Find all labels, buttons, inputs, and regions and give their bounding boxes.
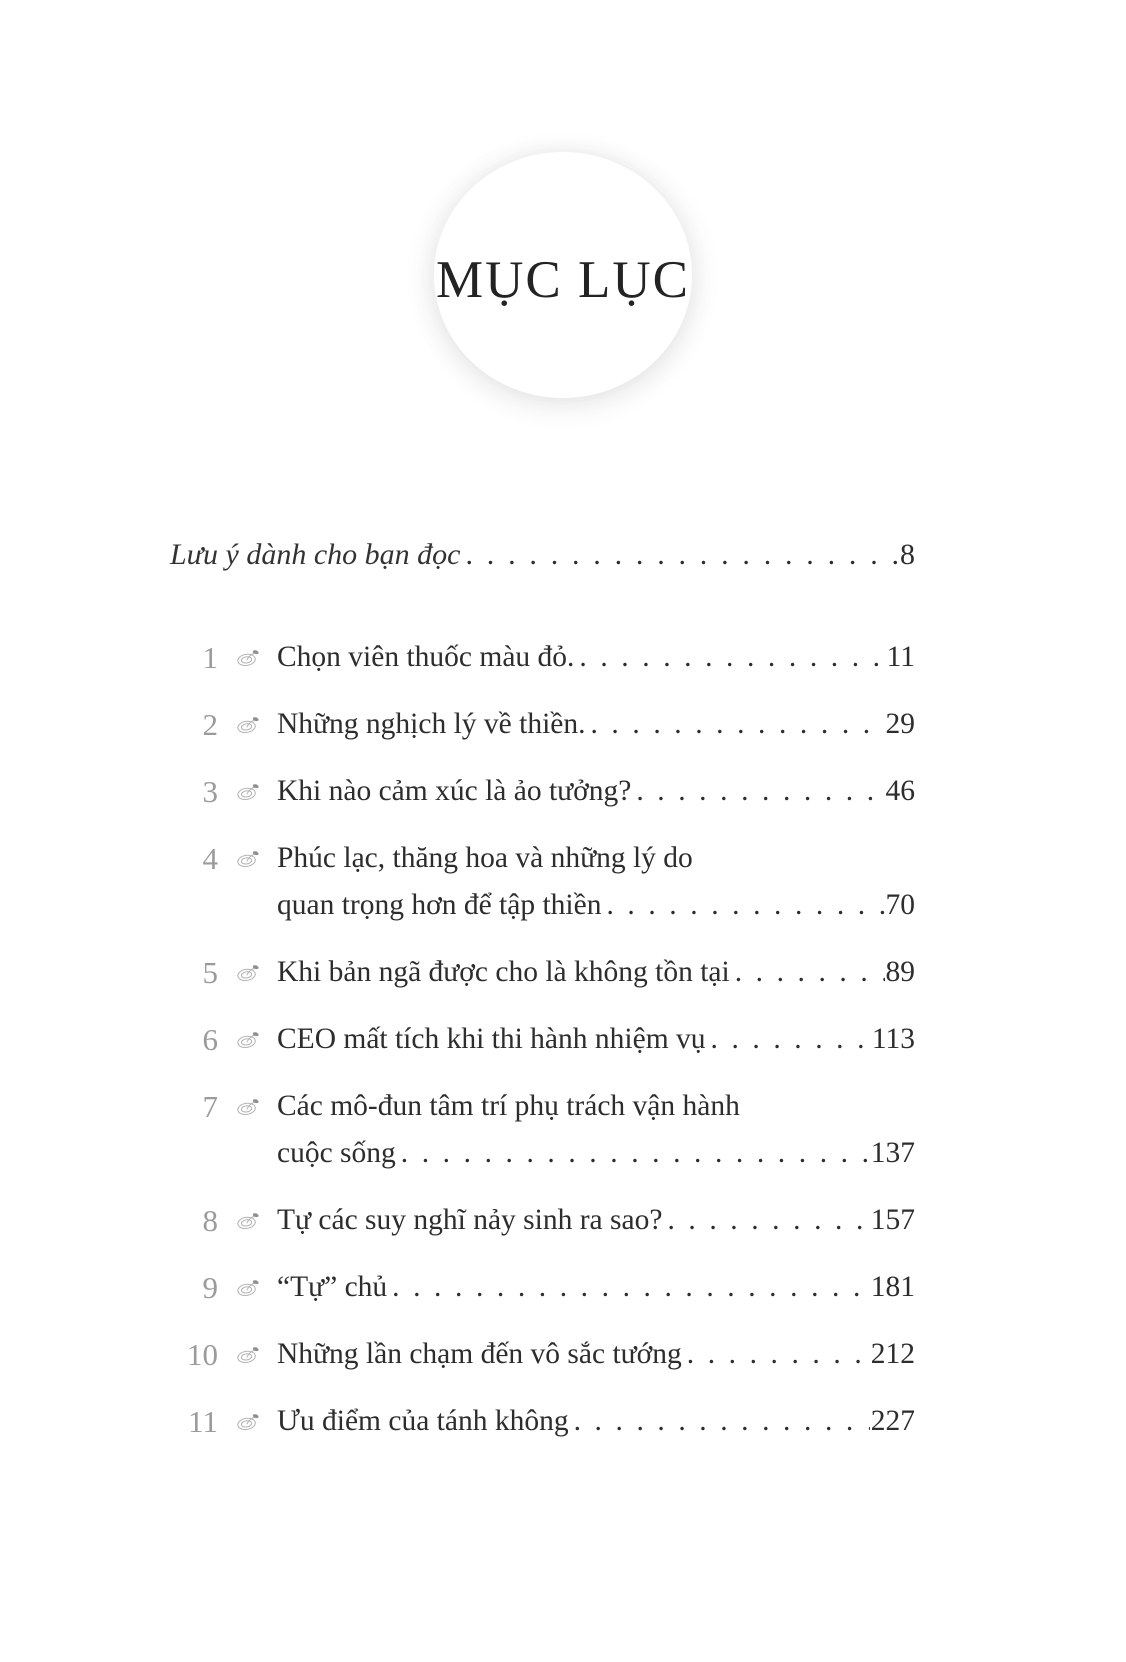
chapter-number: 8	[202, 1203, 218, 1238]
toc-entry-5	[170, 949, 915, 996]
chapter-title-block	[277, 1331, 915, 1378]
dot-leader	[590, 701, 884, 748]
chapter-page-number: 212	[870, 1338, 915, 1370]
chapter-title-line	[277, 1016, 915, 1063]
chapter-title-block	[277, 1016, 915, 1063]
chapter-title-block	[277, 634, 915, 681]
leaf-swirl-ornament-icon	[218, 1398, 277, 1445]
chapter-number: 4	[202, 841, 218, 876]
leaf-swirl-ornament-icon	[218, 1331, 277, 1378]
chapter-title-block	[277, 1197, 915, 1244]
toc-entry-9	[170, 1264, 915, 1311]
chapter-number: 9	[202, 1270, 218, 1305]
toc-entry-list	[170, 634, 915, 1445]
chapter-title-line	[277, 1331, 915, 1378]
chapter-page-number: 29	[885, 708, 915, 740]
chapter-title-text: Chọn viên thuốc màu đỏ.	[277, 641, 575, 673]
front-matter-page-number: 8	[900, 538, 915, 571]
chapter-title-line	[277, 634, 915, 681]
chapter-number: 5	[202, 955, 218, 990]
front-matter-row	[170, 538, 915, 572]
chapter-page-number: 89	[885, 956, 915, 988]
leaf-swirl-ornament-icon	[218, 768, 277, 815]
chapter-title-text: Những nghịch lý về thiền.	[277, 708, 586, 740]
toc-entry-7	[170, 1083, 915, 1177]
chapter-title-line	[277, 1398, 915, 1445]
chapter-title-text: Khi bản ngã được cho là không tồn tại	[277, 956, 730, 988]
chapter-number: 1	[202, 640, 218, 675]
chapter-title-block	[277, 1264, 915, 1311]
chapter-title-text: Phúc lạc, thăng hoa và những lý do	[277, 842, 693, 874]
chapter-title-text: quan trọng hơn để tập thiền	[277, 889, 602, 921]
leaf-swirl-ornament-icon	[218, 701, 277, 748]
chapter-number: 11	[188, 1404, 218, 1439]
dot-leader	[711, 1016, 871, 1063]
chapter-page-number: 137	[870, 1137, 915, 1169]
leaf-swirl-ornament-icon	[218, 949, 277, 996]
chapter-number: 2	[202, 707, 218, 742]
chapter-title-text: Ưu điểm của tánh không	[277, 1405, 569, 1437]
dot-leader	[574, 1398, 870, 1445]
chapter-title-text: “Tự” chủ	[277, 1271, 388, 1303]
chapter-title-block	[277, 701, 915, 748]
dot-leader	[606, 882, 884, 929]
chapter-number: 6	[202, 1022, 218, 1057]
chapter-title-block	[277, 949, 915, 996]
toc-entry-6	[170, 1016, 915, 1063]
chapter-title-block	[277, 1398, 915, 1445]
toc-entry-10	[170, 1331, 915, 1378]
toc-entry-1	[170, 634, 915, 681]
leaf-swirl-ornament-icon	[218, 1083, 277, 1130]
chapter-page-number: 46	[885, 775, 915, 807]
chapter-title-block	[277, 768, 915, 815]
chapter-title-block	[277, 835, 915, 929]
dot-leader	[392, 1264, 870, 1311]
leaf-swirl-ornament-icon	[218, 1197, 277, 1244]
chapter-page-number: 157	[870, 1204, 915, 1236]
dot-leader	[401, 1130, 870, 1177]
chapter-title-line	[277, 1130, 915, 1177]
chapter-title-text: cuộc sống	[277, 1137, 396, 1169]
chapter-title-line	[277, 949, 915, 996]
toc-entry-11	[170, 1398, 915, 1445]
chapter-title-line	[277, 768, 915, 815]
chapter-page-number: 70	[885, 889, 915, 921]
chapter-page-number: 181	[870, 1271, 915, 1303]
chapter-number: 10	[187, 1337, 218, 1372]
chapter-number: 7	[202, 1089, 218, 1124]
leaf-swirl-ornament-icon	[218, 634, 277, 681]
chapter-title-line	[277, 701, 915, 748]
dot-leader	[636, 768, 884, 815]
chapter-page-number: 113	[871, 1023, 915, 1055]
toc-entry-8	[170, 1197, 915, 1244]
chapter-title-text: Các mô-đun tâm trí phụ trách vận hành	[277, 1090, 740, 1122]
leaf-swirl-ornament-icon	[218, 1264, 277, 1311]
chapter-title-text: Tự các suy nghĩ nảy sinh ra sao?	[277, 1204, 663, 1236]
dot-leader	[466, 538, 900, 572]
chapter-title-text: Những lần chạm đến vô sắc tướng	[277, 1338, 682, 1370]
dot-leader	[735, 949, 885, 996]
chapter-title-line	[277, 882, 915, 929]
chapter-page-number: 11	[886, 641, 915, 673]
chapter-number: 3	[202, 774, 218, 809]
chapter-page-number: 227	[870, 1405, 915, 1437]
chapter-title-block	[277, 1083, 915, 1177]
leaf-swirl-ornament-icon	[218, 835, 277, 882]
chapter-title-text: Khi nào cảm xúc là ảo tưởng?	[277, 775, 632, 807]
front-matter-title: Lưu ý dành cho bạn đọc	[170, 538, 461, 571]
chapter-title-line	[277, 1083, 915, 1130]
toc-header	[0, 0, 1126, 370]
toc-entry-4	[170, 835, 915, 929]
leaf-swirl-ornament-icon	[218, 1016, 277, 1063]
dot-leader	[579, 634, 885, 681]
dot-leader	[687, 1331, 870, 1378]
page-title: MỤC LỤC	[435, 251, 690, 309]
chapter-title-line	[277, 1264, 915, 1311]
toc-entry-2	[170, 701, 915, 748]
dot-leader	[667, 1197, 869, 1244]
chapter-title-line	[277, 1197, 915, 1244]
chapter-title-line	[277, 835, 915, 882]
chapter-title-text: CEO mất tích khi thi hành nhiệm vụ	[277, 1023, 706, 1055]
toc-entry-3	[170, 768, 915, 815]
